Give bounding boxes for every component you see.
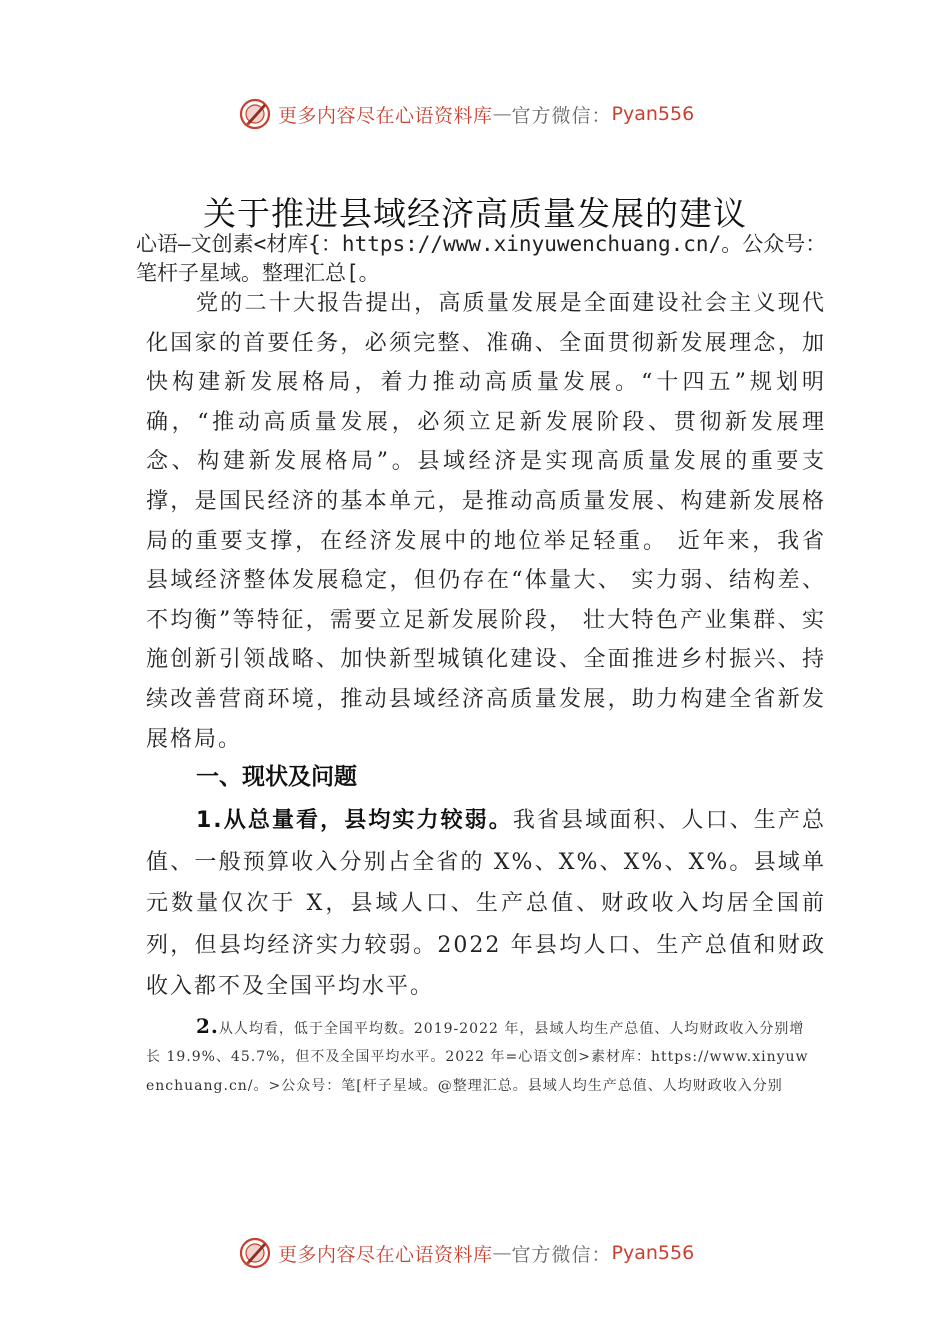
item-1-lead: 1.从总量看，县均实力较弱。 — [196, 808, 513, 833]
banner-main-text: 更多内容尽在心语资料库 — [278, 1243, 493, 1266]
brush-logo-icon — [238, 1236, 272, 1270]
item-2-paragraph — [146, 1012, 816, 1100]
banner-separator: — — [492, 103, 512, 125]
item-2-body: 从人均看，低于全国平均数。2019-2022 年，县域人均生产总值、人均财政收入分别增长 19.9%、45.7%，但不及全国平均水平。2022 年=心语文创>素材库：https://www.xinyuwenchuang.cn/。>公众号：笔[杆子星域。@整理汇总。县域人均生产总值、人均财政收入分别 — [146, 1021, 809, 1094]
banner-wechat-label: 官方微信： — [511, 104, 612, 127]
source-line: 心语—文创素<材库{：https://www.xinyuwenchuang.cn/。公众号：笔杆子星域。整理汇总[。 — [136, 232, 827, 285]
section-heading: 一、现状及问题 — [196, 764, 357, 790]
intro-paragraph: 党的二十大报告提出，高质量发展是全面建设社会主义现代化国家的首要任务，必须完整、准确、全面贯彻新发展理念，加快构建新发展格局，着力推动高质量发展。“十四五”规划明确，“推动高质量发展，必须立足新发展阶段、贯彻新发展理念、构建新发展格局”。县域经济是实现高质量发展的重要支撑，是国民经济的基本单元，是推动高质量发展、构建新发展格局的重要支撑，在经济发展中的地位举足轻重。 近年来，我省县域经济整体发展稳定，但仍存在“体量大、 实力弱、结构差、不均衡”等特征，需要立足新发展阶段， 壮大特色产业集群、实施创新引领战略、加快新型城镇化建设、全面推进乡村振兴、持续改善营商环境，推动县域经济高质量发展，助力构建全省新发展格局。 — [146, 291, 826, 752]
banner-separator: — — [492, 1242, 512, 1264]
header-banner — [238, 94, 758, 134]
item-2-number: 2. — [196, 1014, 219, 1038]
item-1-paragraph — [146, 800, 826, 1008]
banner-main-text: 更多内容尽在心语资料库 — [278, 104, 493, 127]
brush-logo-icon — [238, 97, 272, 131]
item-1-body: 我省县域面积、人口、生产总值、一般预算收入分别占全省的 X%、X%、X%、X%。县域单元数量仅次于 X，县域人口、生产总值、财政收入均居全国前列，但县均经济实力较弱。2022 年县均人口、生产总值和财政收入都不及全国平均水平。 — [146, 808, 826, 999]
banner-wechat-id: Pyan556 — [611, 1242, 695, 1264]
banner-wechat-id: Pyan556 — [611, 103, 695, 125]
footer-banner — [238, 1233, 758, 1273]
banner-wechat-label: 官方微信： — [511, 1243, 612, 1266]
document-title: 关于推进县域经济高质量发展的建议 — [203, 194, 747, 233]
